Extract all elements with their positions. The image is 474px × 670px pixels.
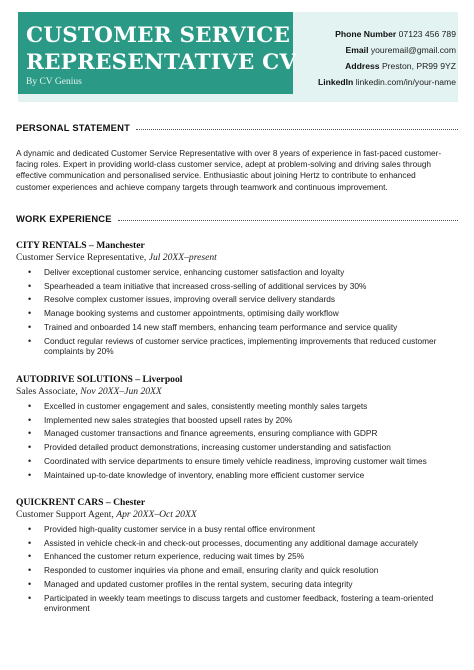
job-company: QUICKRENT CARS – Chester [16,497,146,508]
job-dates: Jul 20XX–present [148,252,217,263]
contact-phone [318,26,456,42]
job-entry-quickrent [16,497,446,617]
section-title: WORK EXPERIENCE [16,213,112,224]
job-role [16,386,446,397]
personal-statement-text: A dynamic and dedicated Customer Service Representative with over 8 years of experience in fast-paced customer-facing roles. Expert in providing world-class customer service, adept at problem-solving and driving sales through effective communication and personalised service. Enthusiastic about joining Hertz to contribute to enhanced customer experiences and achieve company targets through teamwork and continuous improvement. [16,148,442,192]
job-bullets [16,524,446,613]
bullet-item: • Assisted in vehicle check-in and check-out processes, documenting any additional damage accurately [16,538,446,548]
cv-title-line-1: CUSTOMER SERVICE [26,23,291,48]
bullet-item: • Excelled in customer engagement and sales, consistently meeting monthly sales targets [16,401,446,411]
job-dates: Nov 20XX–Jun 20XX [80,386,162,397]
job-title: Sales Associate, [16,386,78,397]
job-company: AUTODRIVE SOLUTIONS – Liverpool [16,374,183,385]
phone-label: Phone Number [335,29,397,39]
bullet-item: • Responded to customer inquiries via phone and email, ensuring clarity and quick resolution [16,565,446,575]
bullet-item: • Managed customer transactions and finance agreements, ensuring compliance with GDPR [16,428,446,438]
dotted-divider [136,129,458,130]
job-dates: Apr 20XX–Oct 20XX [116,509,197,520]
bullet-item: • Enhanced the customer return experience, reducing wait times by 25% [16,551,446,561]
contact-address [318,58,456,74]
job-bullets [16,401,446,480]
email-label: Email [345,45,369,55]
bullet-item: • Deliver exceptional customer service, enhancing customer satisfaction and loyalty [16,267,446,277]
job-entry-city-rentals [16,240,446,360]
job-entry-autodrive [16,374,446,483]
email-value[interactable]: youremail@gmail.com [370,45,456,55]
section-title: PERSONAL STATEMENT [16,122,131,133]
bullet-item: • Provided detailed product demonstrations, increasing customer understanding and satisfaction [16,442,446,452]
bullet-item: • Conduct regular reviews of customer service practices, implementing improvements that reduced customer complaints by 20% [16,336,446,357]
address-value: Preston, PR99 9YZ [381,61,456,71]
bullet-item: • Maintained up-to-date knowledge of inventory, enabling more efficient customer service [16,470,446,480]
address-label: Address [345,61,380,71]
personal-statement-heading [16,122,458,133]
bullet-item: • Coordinated with service departments to ensure timely vehicle readiness, improving customer wait times [16,456,446,466]
job-company: CITY RENTALS – Manchester [16,240,145,251]
title-banner [18,12,297,94]
job-title: Customer Service Representative, [16,252,147,263]
byline: By CV Genius [26,77,82,87]
phone-value: 07123 456 789 [398,29,456,39]
dotted-divider [118,220,458,221]
job-role [16,509,446,520]
contact-details [318,26,456,90]
contact-email [318,42,456,58]
cv-title-line-2: REPRESENTATIVE CV [26,50,297,75]
linkedin-label: LinkedIn [317,77,354,87]
bullet-item: • Spearheaded a team initiative that increased cross-selling of additional services by 30% [16,281,446,291]
job-bullets [16,267,446,356]
work-experience-heading [16,213,458,224]
bullet-item: • Implemented new sales strategies that boosted upsell rates by 20% [16,415,446,425]
bullet-item: • Manage booking systems and customer appointments, optimising daily workflow [16,308,446,318]
job-title: Customer Support Agent, [16,509,114,520]
contact-linkedin [318,74,456,90]
bullet-item: • Resolve complex customer issues, improving overall service delivery standards [16,294,446,304]
job-role [16,252,446,263]
linkedin-value[interactable]: linkedin.com/in/your-name [355,77,456,87]
bullet-item: • Trained and onboarded 14 new staff members, enhancing team performance and service quality [16,322,446,332]
bullet-item: • Managed and updated customer profiles in the rental system, securing data integrity [16,579,446,589]
bullet-item: • Provided high-quality customer service in a busy rental office environment [16,524,446,534]
bullet-item: • Participated in weekly team meetings to discuss targets and customer feedback, fostering a team-oriented environment [16,593,446,614]
